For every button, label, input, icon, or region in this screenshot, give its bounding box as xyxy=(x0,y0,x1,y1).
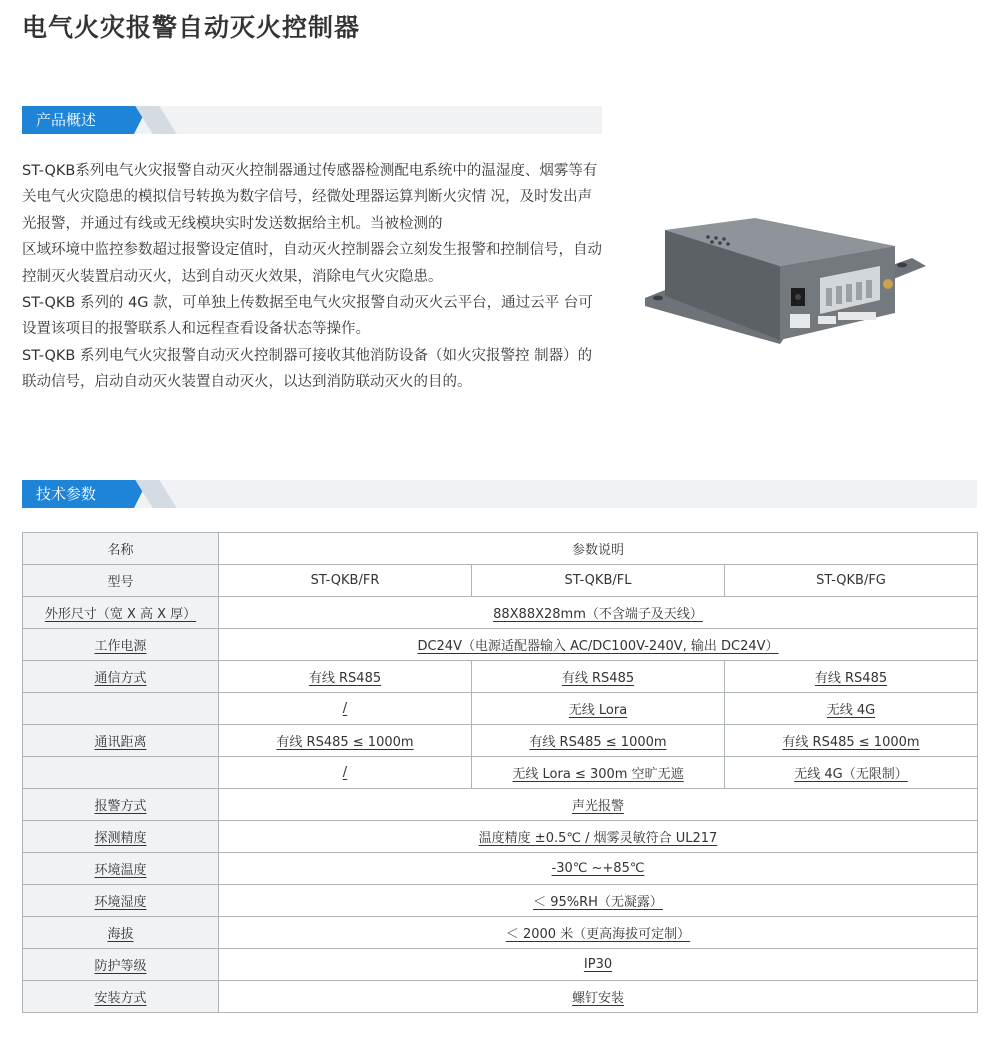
cell-value: 有线 RS485 xyxy=(725,661,978,693)
row-label: 通讯距离 xyxy=(23,725,219,757)
cell-value: 有线 RS485 xyxy=(472,661,725,693)
table-row xyxy=(23,629,978,661)
cell-value: IP30 xyxy=(219,949,978,981)
table-row xyxy=(23,821,978,853)
row-label-empty xyxy=(23,757,219,789)
row-label: 环境温度 xyxy=(23,853,219,885)
model-fl: ST-QKB/FL xyxy=(472,565,725,597)
row-label: 防护等级 xyxy=(23,949,219,981)
table-row xyxy=(23,917,978,949)
cell-value: / xyxy=(219,757,472,789)
table-row xyxy=(23,597,978,629)
cell-value: 无线 Lora ≤ 300m 空旷无遮 xyxy=(472,757,725,789)
table-row xyxy=(23,949,978,981)
header-desc: 参数说明 xyxy=(219,533,978,565)
cell-value: 无线 4G（无限制） xyxy=(725,757,978,789)
table-row xyxy=(23,789,978,821)
row-label: 环境湿度 xyxy=(23,885,219,917)
table-row xyxy=(23,885,978,917)
cell-value: -30℃ ~+85℃ xyxy=(219,853,978,885)
table-row xyxy=(23,757,978,789)
overview-paragraph: ST-QKB 系列的 4G 款，可单独上传数据至电气火灾报警自动灭火云平台，通过云平 台可设置该项目的报警联系人和远程查看设备状态等操作。 xyxy=(22,295,593,338)
table-row xyxy=(23,533,978,565)
cell-value: 有线 RS485 ≤ 1000m xyxy=(725,725,978,757)
table-row xyxy=(23,981,978,1013)
table-row xyxy=(23,725,978,757)
overview-paragraph: 区域环境中监控参数超过报警设定值时，自动灭火控制器会立刻发生报警和控制信号，自动控制灭火装置启动灭火，达到自动灭火效果，消除电气火灾隐患。 xyxy=(22,242,602,285)
model-fr: ST-QKB/FR xyxy=(219,565,472,597)
table-row xyxy=(23,565,978,597)
model-fg: ST-QKB/FG xyxy=(725,565,978,597)
overview-paragraph: ST-QKB 系列电气火灾报警自动灭火控制器可接收其他消防设备（如火灾报警控 制器）的联动信号，启动自动灭火装置自动灭火，以达到消防联动灭火的目的。 xyxy=(22,347,593,391)
table-row xyxy=(23,693,978,725)
overview-text xyxy=(22,158,602,396)
cell-value: / xyxy=(219,693,472,725)
row-label: 通信方式 xyxy=(23,661,219,693)
overview-section-header xyxy=(22,106,602,134)
specs-heading: 技术参数 xyxy=(22,480,134,508)
cell-value: 无线 Lora xyxy=(472,693,725,725)
table-row xyxy=(23,661,978,693)
cell-value: 温度精度 ±0.5℃ / 烟雾灵敏符合 UL217 xyxy=(219,821,978,853)
cell-value: 有线 RS485 xyxy=(219,661,472,693)
specs-section-header xyxy=(22,480,977,508)
table-row xyxy=(23,853,978,885)
row-label: 海拔 xyxy=(23,917,219,949)
cell-value: 有线 RS485 ≤ 1000m xyxy=(219,725,472,757)
row-label: 外形尺寸（宽 X 高 X 厚） xyxy=(23,597,219,629)
overview-heading: 产品概述 xyxy=(22,106,134,134)
cell-value: 无线 4G xyxy=(725,693,978,725)
row-label: 报警方式 xyxy=(23,789,219,821)
product-image xyxy=(640,218,930,348)
row-label: 工作电源 xyxy=(23,629,219,661)
row-label-empty xyxy=(23,693,219,725)
cell-value: 声光报警 xyxy=(219,789,978,821)
header-name: 名称 xyxy=(23,533,219,565)
cell-value: DC24V（电源适配器输入 AC/DC100V-240V, 输出 DC24V） xyxy=(219,629,978,661)
row-label: 安装方式 xyxy=(23,981,219,1013)
cell-value: 螺钉安装 xyxy=(219,981,978,1013)
specs-table xyxy=(22,532,978,1013)
overview-paragraph: ST-QKB系列电气火灾报警自动灭火控制器通过传感器检测配电系统中的温湿度、烟雾等有关电气火灾隐患的模拟信号转换为数字信号，经微处理器运算判断火灾情 况，及时发出声光报警，并通过有线或无线模块实时发送数据给主机。当被检测的 xyxy=(22,163,598,232)
row-label: 探测精度 xyxy=(23,821,219,853)
cell-value: 有线 RS485 ≤ 1000m xyxy=(472,725,725,757)
cell-value: 88X88X28mm（不含端子及天线） xyxy=(219,597,978,629)
cell-value: ＜ 95%RH（无凝露） xyxy=(219,885,978,917)
row-label: 型号 xyxy=(23,565,219,597)
cell-value: ＜ 2000 米（更高海拔可定制） xyxy=(219,917,978,949)
page-title: 电气火灾报警自动灭火控制器 xyxy=(22,13,361,42)
